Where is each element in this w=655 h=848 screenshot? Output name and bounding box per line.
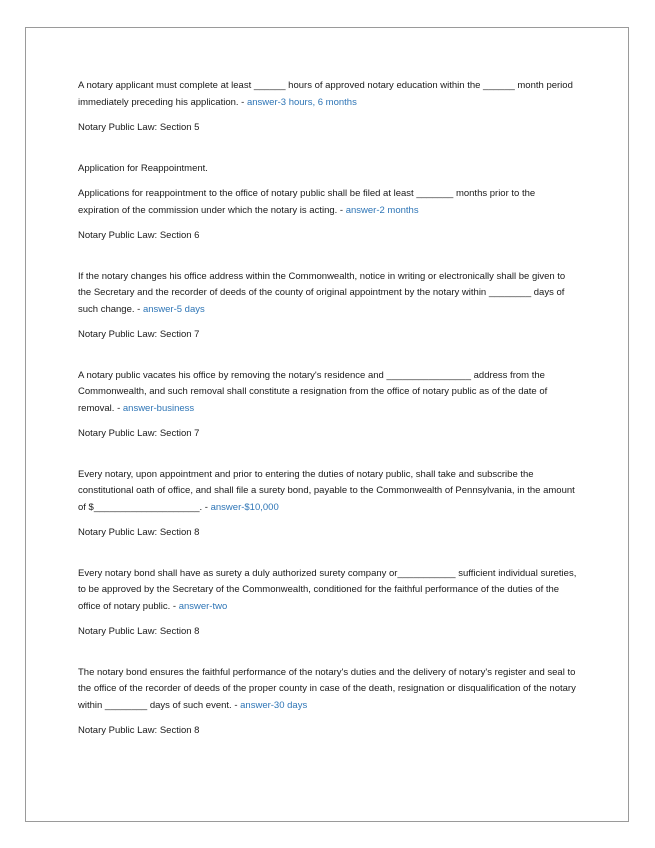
answer-text: answer-2 months bbox=[345, 204, 419, 216]
answer-text: answer-two bbox=[178, 600, 228, 612]
question-text: A notary applicant must complete at least ______ hours of approved notary education within the ______ month period immediately preceding his application. - bbox=[78, 80, 573, 108]
law-reference: Notary Public Law: Section 6 bbox=[78, 230, 200, 241]
question-text: Every notary, upon appointment and prior to entering the duties of notary public, shall take and subscribe the constitutional oath of office, and shall file a surety bond, payable to the Commonwealth of Pennsylvania, in the amount of $____________________. - bbox=[78, 468, 575, 513]
document-content bbox=[78, 78, 578, 740]
answer-text: answer-business bbox=[122, 402, 195, 414]
document-page bbox=[25, 27, 629, 822]
answer-text: answer-3 hours, 6 months bbox=[246, 96, 357, 108]
question-paragraph bbox=[78, 665, 578, 715]
question-paragraph bbox=[78, 566, 578, 616]
law-reference: Notary Public Law: Section 8 bbox=[78, 527, 200, 538]
question-paragraph bbox=[78, 269, 578, 319]
law-reference: Notary Public Law: Section 5 bbox=[78, 122, 200, 133]
question-paragraph bbox=[78, 78, 578, 111]
section-heading: Application for Reappointment. bbox=[78, 162, 208, 174]
question-text: Applications for reappointment to the office of notary public shall be filed at least _______ months prior to the expiration of the commission under which the notary is acting. - bbox=[78, 188, 536, 216]
question-paragraph bbox=[78, 467, 578, 517]
answer-text: answer-$10,000 bbox=[210, 501, 279, 513]
answer-text: answer-5 days bbox=[142, 303, 205, 315]
law-reference: Notary Public Law: Section 8 bbox=[78, 626, 200, 637]
answer-text: answer-30 days bbox=[240, 699, 308, 711]
question-text: A notary public vacates his office by removing the notary's residence and ________________ address from the Commonwealth, and such removal shall constitute a resignation from the office of notary public as of the date of removal. - bbox=[78, 369, 548, 414]
question-paragraph bbox=[78, 368, 578, 418]
law-reference: Notary Public Law: Section 7 bbox=[78, 428, 200, 439]
question-paragraph bbox=[78, 186, 578, 219]
question-text: If the notary changes his office address within the Commonwealth, notice in writing or electronically shall be given to the Secretary and the recorder of deeds of the county of original appointment by the notary within ________ days of such change. - bbox=[78, 270, 566, 315]
question-text: The notary bond ensures the faithful performance of the notary's duties and the delivery of notary's register and seal to the office of the recorder of deeds of the proper county in case of the death, resignation or disqualification of the notary within ________ days of such event. - bbox=[78, 666, 576, 711]
question-text: Every notary bond shall have as surety a duly authorized surety company or___________ sufficient individual sureties, to be approved by the Secretary of the Commonwealth, conditioned for the faithful performance of the duties of the office of notary public. - bbox=[78, 567, 577, 612]
law-reference: Notary Public Law: Section 7 bbox=[78, 329, 200, 340]
law-reference: Notary Public Law: Section 8 bbox=[78, 725, 200, 736]
